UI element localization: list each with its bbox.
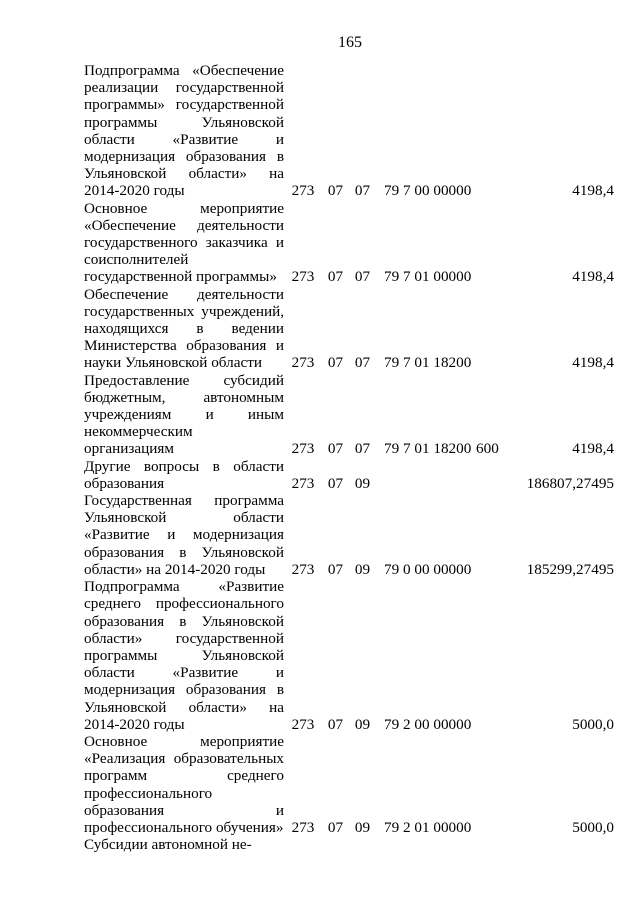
ministry-code: 273	[291, 474, 315, 492]
subsection-code: 09	[354, 560, 371, 578]
row-name: Субсидии автономной не-	[84, 836, 252, 854]
expense-type-code	[476, 458, 502, 492]
target-article-code: 79 7 01 18200	[384, 354, 472, 372]
row-name: Подпрограмма «Обеспечение реализации государственной программы» государственной программы Ульяновской области «Развитие и модернизация образования в Ульяновской области» на 2014-2020 годы	[84, 62, 284, 200]
section-code: 07	[327, 440, 344, 458]
target-article-code: 79 7 01 00000	[384, 268, 472, 286]
subsection-code: 07	[354, 268, 371, 286]
expense-type-code	[476, 62, 502, 200]
row-name: Государственная программа Ульяновской области «Развитие и модернизация образования в Ульяновской области» на 2014-2020 годы	[84, 492, 284, 578]
page-number: 165	[338, 34, 362, 51]
section-code: 07	[327, 474, 344, 492]
amount: 185299,27495	[526, 560, 614, 578]
ministry-code: 273	[291, 268, 315, 286]
row-name: Основное мероприятие «Реализация образовательных программ среднего профессионального образования и профессионального обучения»	[84, 732, 284, 836]
table-row	[84, 200, 614, 286]
section-code: 07	[327, 715, 344, 733]
target-article-code	[376, 836, 476, 853]
section-code: 07	[327, 268, 344, 286]
row-name: Обеспечение деятельности государственных учреждений, находящихся в ведении Министерства образования и науки Ульяновской области	[84, 285, 284, 372]
table-row	[84, 836, 614, 853]
target-article-code: 79 2 00 00000	[384, 715, 472, 733]
table-row	[84, 492, 614, 578]
amount: 4198,4	[572, 440, 614, 458]
ministry-code: 273	[291, 440, 315, 458]
subsection-code: 07	[354, 354, 371, 372]
table-row	[84, 578, 614, 733]
row-name: Подпрограмма «Развитие среднего профессионального образования в Ульяновской области» государственной программы Ульяновской области «Развитие и модернизация образования в Ульяновской области» на 2014-2020 годы	[84, 578, 284, 733]
expense-type-code	[476, 836, 502, 853]
subsection-code: 09	[354, 715, 371, 733]
subsection-code: 09	[354, 818, 371, 836]
subsection-code: 09	[354, 474, 371, 492]
ministry-code: 273	[291, 354, 315, 372]
target-article-code: 79 7 01 18200	[384, 440, 472, 458]
section-code	[322, 836, 349, 853]
amount: 4198,4	[572, 354, 614, 372]
amount: 186807,27495	[526, 474, 614, 492]
subsection-code: 07	[354, 440, 371, 458]
target-article-code	[376, 458, 476, 492]
target-article-code: 79 2 01 00000	[384, 818, 472, 836]
ministry-code: 273	[291, 818, 315, 836]
target-article-code: 79 7 00 00000	[384, 182, 472, 200]
ministry-code: 273	[291, 715, 315, 733]
amount: 4198,4	[572, 268, 614, 286]
table-row	[84, 733, 614, 836]
target-article-code: 79 0 00 00000	[384, 560, 472, 578]
subsection-code: 07	[354, 182, 371, 200]
ministry-code	[284, 836, 322, 853]
section-code: 07	[327, 560, 344, 578]
amount: 5000,0	[572, 715, 614, 733]
table-row	[84, 372, 614, 458]
table-row	[84, 458, 614, 492]
amount: 5000,0	[572, 818, 614, 836]
expense-type-code	[476, 286, 502, 372]
amount	[502, 836, 614, 853]
expense-type-code	[476, 200, 502, 286]
row-name: Основное мероприятие «Обеспечение деятельности государственного заказчика и соисполнителей государственной программы»	[84, 199, 284, 286]
amount: 4198,4	[572, 182, 614, 200]
expense-type-code	[476, 492, 502, 578]
section-code: 07	[327, 818, 344, 836]
table-row	[84, 62, 614, 200]
ministry-code: 273	[291, 560, 315, 578]
budget-table	[84, 62, 614, 853]
expense-type-code	[476, 733, 502, 836]
expense-type-code: 600	[476, 440, 499, 458]
table-row	[84, 286, 614, 372]
subsection-code	[349, 836, 376, 853]
section-code: 07	[327, 354, 344, 372]
expense-type-code	[476, 578, 502, 733]
section-code: 07	[327, 182, 344, 200]
row-name: Другие вопросы в области образования	[84, 457, 284, 492]
row-name: Предоставление субсидий бюджетным, автономным учреждениям и иным некоммерческим организациям	[84, 371, 284, 458]
ministry-code: 273	[291, 182, 315, 200]
